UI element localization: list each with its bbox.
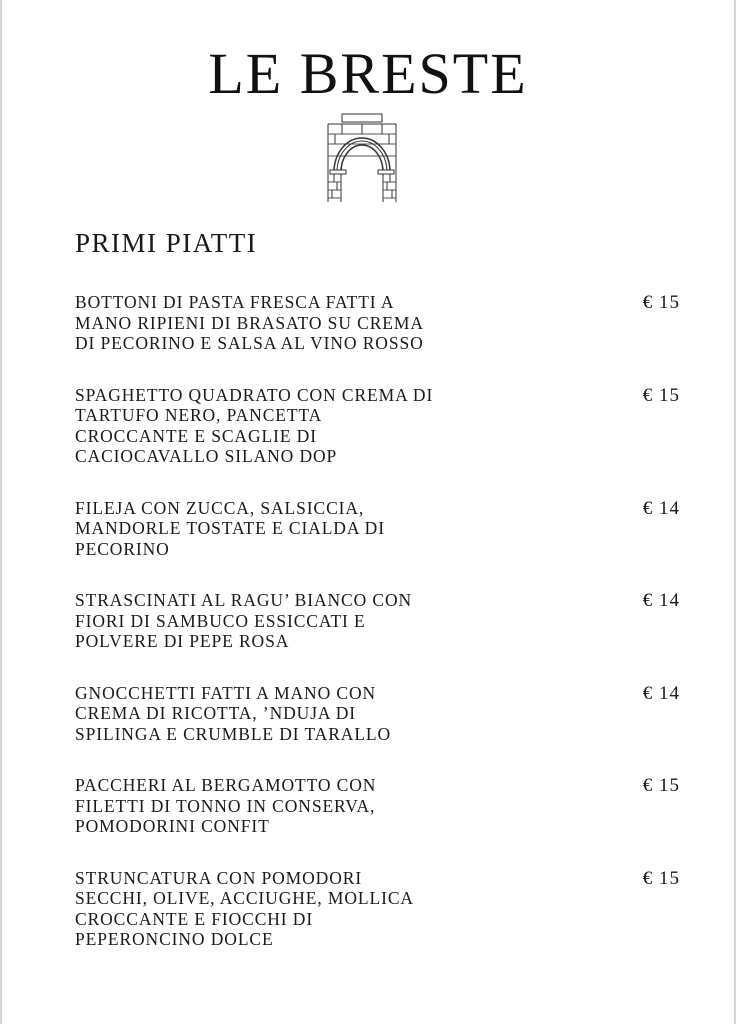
menu-items (75, 292, 680, 981)
dish-description-line: MANDORLE TOSTATE E CIALDA DI (75, 518, 385, 538)
menu-item (75, 292, 680, 354)
dish-description-line: SPILINGA E CRUMBLE DI TARALLO (75, 723, 392, 744)
menu-item (75, 868, 680, 950)
dish-price: € 14 (642, 497, 680, 519)
dish-description-line: STRUNCATURA CON POMODORI (75, 867, 363, 888)
dish-description (75, 590, 475, 652)
menu-item (75, 590, 680, 652)
dish-description-line: FIORI DI SAMBUCO ESSICCATI E (75, 610, 366, 631)
page-edge-left (0, 0, 2, 1024)
dish-description-line: FILETTI DI TONNO IN CONSERVA, (75, 795, 376, 816)
dish-description (75, 683, 475, 745)
dish-description (75, 498, 475, 560)
dish-description (75, 292, 475, 354)
dish-price: € 15 (642, 292, 680, 313)
dish-description-line: CREMA DI RICOTTA, ’NDUJA DI (75, 703, 357, 723)
dish-description-line: GNOCCHETTI FATTI A MANO CON (75, 682, 377, 703)
dish-description (75, 775, 475, 837)
stone-arch-icon (320, 112, 404, 204)
menu-item (75, 385, 680, 467)
dish-description-line: TARTUFO NERO, PANCETTA (75, 405, 323, 425)
dish-description-line: SPAGHETTO QUADRATO CON CREMA DI (75, 384, 434, 405)
dish-description-line: SECCHI, OLIVE, ACCIUGHE, MOLLICA (75, 888, 414, 908)
dish-price: € 14 (642, 682, 680, 704)
dish-price: € 15 (642, 867, 680, 889)
menu-item (75, 775, 680, 837)
dish-price: € 15 (642, 775, 680, 796)
dish-description-line: POLVERE DI PEPE ROSA (75, 631, 290, 651)
dish-description-line: PEPERONCINO DOLCE (75, 929, 274, 949)
dish-description-line: PACCHERI AL BERGAMOTTO CON (75, 775, 377, 795)
dish-description-line: CROCCANTE E SCAGLIE DI (75, 425, 317, 446)
menu-item (75, 683, 680, 745)
dish-description-line: FILEJA CON ZUCCA, SALSICCIA, (75, 497, 365, 518)
section-heading: PRIMI PIATTI (75, 228, 258, 258)
dish-price: € 15 (642, 384, 680, 406)
dish-description-line: POMODORINI CONFIT (75, 816, 270, 836)
menu-item (75, 498, 680, 560)
dish-description (75, 868, 475, 950)
restaurant-title: LE BRESTE (208, 41, 528, 106)
dish-description-line: DI PECORINO E SALSA AL VINO ROSSO (75, 333, 424, 353)
dish-description (75, 385, 475, 467)
dish-description-line: MANO RIPIENI DI BRASATO SU CREMA (75, 312, 424, 333)
dish-description-line: PECORINO (75, 538, 170, 559)
dish-description-line: BOTTONI DI PASTA FRESCA FATTI A (75, 292, 395, 312)
dish-price: € 14 (642, 590, 680, 611)
dish-description-line: CROCCANTE E FIOCCHI DI (75, 908, 314, 929)
dish-description-line: CACIOCAVALLO SILANO DOP (75, 446, 338, 466)
dish-description-line: STRASCINATI AL RAGU’ BIANCO CON (75, 590, 413, 610)
